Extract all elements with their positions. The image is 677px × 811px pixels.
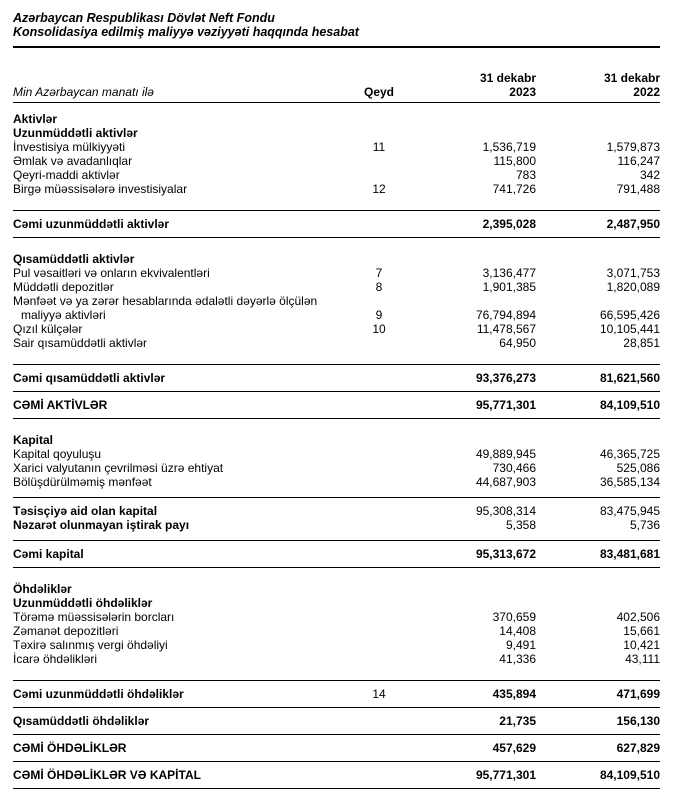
amount-2023: 14,408: [499, 624, 536, 638]
amount-2023: 370,659: [492, 610, 536, 624]
row-label: Bölüşdürülməmiş mənfəət: [13, 475, 152, 489]
amount-2023: 95,308,314: [475, 504, 536, 518]
note-value: [350, 638, 408, 652]
row-label: Qızıl külçələr: [13, 322, 83, 336]
amount-2023: 730,466: [492, 461, 536, 475]
row-label: maliyyə aktivləri: [21, 308, 106, 322]
row-label: İnvestisiya mülkiyyəti: [13, 140, 126, 154]
amount-2022: 28,851: [623, 336, 660, 350]
amount-2022: 83,481,681: [599, 547, 660, 561]
amount-2023: [408, 582, 536, 596]
table-row: [13, 336, 660, 350]
row-label: Cəmi uzunmüddətli öhdəliklər: [13, 687, 184, 701]
table-row: [13, 652, 660, 666]
table-row: [13, 461, 660, 475]
amount-2022: 81,621,560: [599, 371, 660, 385]
amount-2023: 783: [515, 168, 536, 182]
amount-2022: 10,421: [623, 638, 660, 652]
amount-2022: 66,595,426: [599, 308, 660, 322]
section-header-row: [13, 596, 660, 610]
amount-2023: 11,478,567: [476, 322, 536, 336]
row-label: CƏMİ ÖHDƏLİKLƏR VƏ KAPİTAL: [13, 768, 201, 782]
header-spacer: [350, 71, 408, 85]
amount-2022: 525,086: [616, 461, 660, 475]
total-row: [13, 735, 660, 761]
amount-2022: 116,247: [617, 154, 660, 168]
note-value: [350, 252, 408, 266]
amount-2022: 402,506: [616, 610, 660, 624]
row-label: Sair qısamüddətli aktivlər: [13, 336, 148, 350]
title-divider: [13, 46, 660, 48]
amount-2022: 2,487,950: [606, 217, 660, 231]
note-value: [350, 371, 408, 385]
row-label: Uzunmüddətli öhdəliklər: [13, 596, 153, 610]
note-value: [350, 504, 408, 518]
amount-2022: 43,111: [625, 652, 660, 666]
note-value: [350, 294, 408, 308]
row-label: Cəmi uzunmüddətli aktivlər: [13, 217, 170, 231]
row-label: Qısamüddətli öhdəliklər: [13, 714, 150, 728]
section-header-row: [13, 126, 660, 140]
note-value: 12: [372, 182, 386, 196]
table-row: [13, 308, 660, 322]
note-value: [350, 475, 408, 489]
amount-2023: 9,491: [505, 638, 536, 652]
row-label: Nəzarət olunmayan iştirak payı: [13, 518, 190, 532]
table-row: [13, 168, 660, 182]
table-row: [13, 322, 660, 336]
amount-2023: 93,376,273: [475, 371, 536, 385]
amount-2022: 1,579,873: [606, 140, 660, 154]
note-value: [350, 624, 408, 638]
row-label: Kapital: [13, 433, 54, 447]
amount-2023: 76,794,894: [475, 308, 536, 322]
amount-2022: 1,820,089: [606, 280, 660, 294]
amount-2023: 95,313,672: [475, 547, 536, 561]
row-label: Törəmə müəssisələrin borcları: [13, 610, 175, 624]
table-row: [13, 518, 660, 532]
note-value: [350, 336, 408, 350]
column-header-date-2022: 31 dekabr: [603, 71, 660, 85]
unit-label: Min Azərbaycan manatı ilə: [13, 85, 154, 99]
note-value: [350, 741, 408, 755]
amount-2023: [408, 596, 536, 610]
amount-2023: 435,894: [492, 687, 536, 701]
amount-2022: 15,661: [623, 624, 660, 638]
amount-2022: [536, 126, 660, 140]
amount-2023: 49,889,945: [475, 447, 536, 461]
amount-2022: [536, 596, 660, 610]
note-value: 8: [375, 280, 383, 294]
note-value: [350, 461, 408, 475]
divider-line: [13, 788, 660, 789]
column-header-date-2023: 31 dekabr: [479, 71, 536, 85]
amount-2023: 41,336: [499, 652, 536, 666]
amount-2023: 44,687,903: [475, 475, 536, 489]
amount-2022: 36,585,134: [599, 475, 660, 489]
total-row: [13, 762, 660, 788]
total-row: [13, 681, 660, 707]
amount-2022: 471,699: [616, 687, 660, 701]
note-value: 14: [372, 687, 386, 701]
document-header: [13, 11, 660, 39]
header-spacer: [13, 71, 350, 85]
amount-2023: 1,536,719: [482, 140, 536, 154]
statement-rows: [13, 112, 660, 789]
note-value: 9: [375, 308, 383, 322]
note-value: 10: [372, 322, 386, 336]
column-header-year-2022: 2022: [633, 85, 660, 99]
amount-2023: [408, 126, 536, 140]
divider-line: [13, 567, 660, 568]
row-label: Cəmi qısamüddətli aktivlər: [13, 371, 166, 385]
row-label: Təxirə salınmış vergi öhdəliyi: [13, 638, 168, 652]
table-row: [13, 447, 660, 461]
table-row: [13, 610, 660, 624]
note-value: [350, 217, 408, 231]
amount-2022: [536, 582, 660, 596]
amount-2022: 5,736: [629, 518, 660, 532]
amount-2023: 1,901,385: [482, 280, 536, 294]
row-label: Aktivlər: [13, 112, 58, 126]
document-subtitle: Konsolidasiya edilmiş maliyyə vəziyyəti haqqında hesabat: [13, 25, 359, 39]
amount-2023: 457,629: [492, 741, 536, 755]
amount-2022: 342: [639, 168, 660, 182]
row-label: İcarə öhdəlikləri: [13, 652, 98, 666]
total-row: [13, 365, 660, 391]
table-row: [13, 182, 660, 196]
table-row: [13, 475, 660, 489]
note-value: [350, 398, 408, 412]
amount-2023: 2,395,028: [482, 217, 536, 231]
row-label: Zəmanət depozitləri: [13, 624, 119, 638]
table-row: [13, 154, 660, 168]
amount-2023: 95,771,301: [475, 398, 536, 412]
row-label: Təsisçiyə aid olan kapital: [13, 504, 158, 518]
row-label: Xarici valyutanın çevrilməsi üzrə ehtiyat: [13, 461, 224, 475]
amount-2022: [536, 433, 660, 447]
row-label: Mənfəət və ya zərər hesablarında ədalətli dəyərlə ölçülən: [13, 294, 318, 308]
section-header-row: [13, 112, 660, 126]
row-label: Qeyri-maddi aktivlər: [13, 168, 120, 182]
note-value: [350, 154, 408, 168]
table-row: [13, 266, 660, 280]
document-title: Azərbaycan Respublikası Dövlət Neft Fondu: [13, 11, 275, 25]
note-value: [350, 714, 408, 728]
amount-2023: 115,800: [493, 154, 536, 168]
row-label: Birgə müəssisələrə investisiyalar: [13, 182, 188, 196]
note-value: [350, 518, 408, 532]
amount-2022: 3,071,753: [606, 266, 660, 280]
table-row: [13, 140, 660, 154]
amount-2022: 156,130: [616, 714, 660, 728]
amount-2022: [536, 252, 660, 266]
section-header-row: [13, 252, 660, 266]
divider-line: [13, 418, 660, 419]
note-value: 7: [375, 266, 383, 280]
row-label: Pul vəsaitləri və onların ekvivalentləri: [13, 266, 210, 280]
row-label: Müddətli depozitlər: [13, 280, 114, 294]
table-row: [13, 638, 660, 652]
amount-2022: 10,105,441: [599, 322, 660, 336]
total-row: [13, 392, 660, 418]
row-label: CƏMİ ÖHDƏLİKLƏR: [13, 741, 127, 755]
row-label: Öhdəliklər: [13, 582, 72, 596]
amount-2022: 84,109,510: [599, 398, 660, 412]
total-row: [13, 708, 660, 734]
amount-2022: [536, 112, 660, 126]
amount-2023: [408, 252, 536, 266]
divider-line: [13, 237, 660, 238]
note-value: [350, 582, 408, 596]
amount-2023: [408, 294, 536, 308]
note-value: [350, 610, 408, 624]
amount-2022: 791,488: [616, 182, 660, 196]
row-label: CƏMİ AKTİVLƏR: [13, 398, 108, 412]
table-row: [13, 280, 660, 294]
table-row: [13, 294, 660, 308]
note-value: [350, 126, 408, 140]
table-header: [13, 71, 660, 103]
column-header-note: Qeyd: [363, 85, 394, 99]
amount-2023: 3,136,477: [482, 266, 536, 280]
amount-2023: [408, 433, 536, 447]
amount-2023: 64,950: [499, 336, 536, 350]
note-value: [350, 596, 408, 610]
amount-2023: 5,358: [505, 518, 536, 532]
note-value: [350, 447, 408, 461]
row-label: Uzunmüddətli aktivlər: [13, 126, 138, 140]
amount-2023: 21,735: [499, 714, 536, 728]
amount-2023: [408, 112, 536, 126]
row-label: Qısamüddətli aktivlər: [13, 252, 135, 266]
section-header-row: [13, 433, 660, 447]
note-value: [350, 768, 408, 782]
table-row: [13, 624, 660, 638]
total-row: [13, 541, 660, 567]
note-value: [350, 168, 408, 182]
amount-2022: [536, 294, 660, 308]
amount-2023: 95,771,301: [475, 768, 536, 782]
table-row: [13, 498, 660, 518]
amount-2022: 46,365,725: [599, 447, 660, 461]
total-row: [13, 211, 660, 237]
note-value: [350, 433, 408, 447]
note-value: [350, 547, 408, 561]
note-value: 11: [372, 140, 386, 154]
row-label: Cəmi kapital: [13, 547, 84, 561]
note-value: [350, 652, 408, 666]
column-header-year-2023: 2023: [509, 85, 536, 99]
amount-2022: 84,109,510: [599, 768, 660, 782]
note-value: [350, 112, 408, 126]
amount-2023: 741,726: [492, 182, 536, 196]
amount-2022: 83,475,945: [599, 504, 660, 518]
section-header-row: [13, 582, 660, 596]
row-label: Əmlak və avadanlıqlar: [13, 154, 133, 168]
amount-2022: 627,829: [616, 741, 660, 755]
row-label: Kapital qoyuluşu: [13, 447, 102, 461]
